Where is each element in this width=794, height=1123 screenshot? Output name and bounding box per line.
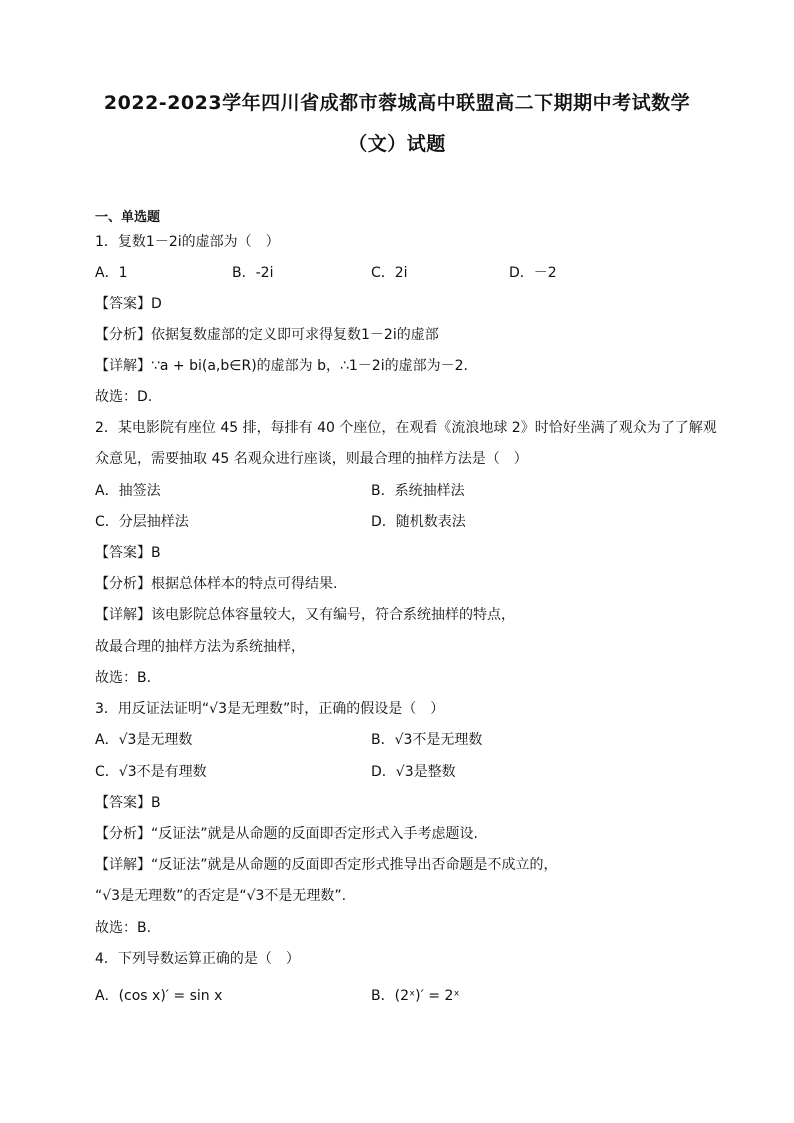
section-heading: 一、单选题 xyxy=(95,210,161,225)
q1-answer: 【答案】D xyxy=(95,296,162,312)
q4-option-a: A．(cos x)′ = sin x xyxy=(95,988,223,1004)
q1-option-a: A．1 xyxy=(95,265,128,281)
q3-detail-line1: 【详解】“反证法”就是从命题的反面即否定形式推导出否命题是不成立的， xyxy=(95,857,558,873)
q2-answer: 【答案】B xyxy=(95,545,161,561)
q1-detail: 【详解】∵a + bi(a,b∈R)的虚部为 b，∴1－2i的虚部为－2. xyxy=(95,358,468,374)
q3-option-d: D．√3是整数 xyxy=(371,764,456,780)
q1-option-d: D．－2 xyxy=(509,265,557,281)
q2-option-b: B．系统抽样法 xyxy=(371,483,465,499)
q3-stem: 3．用反证法证明“√3是无理数”时，正确的假设是（ ） xyxy=(95,701,445,717)
q4-stem: 4．下列导数运算正确的是（ ） xyxy=(95,951,300,967)
q3-analysis: 【分析】“反证法”就是从命题的反面即否定形式入手考虑题设. xyxy=(95,826,478,842)
q3-option-c: C．√3不是有理数 xyxy=(95,764,207,780)
q2-stem-line1: 2．某电影院有座位 45 排，每排有 40 个座位，在观看《流浪地球 2》时恰好坐满了观众为了了解观 xyxy=(95,420,717,436)
q3-option-b: B．√3不是无理数 xyxy=(371,732,483,748)
q1-choice: 故选：D. xyxy=(95,389,153,405)
q2-option-a: A．抽签法 xyxy=(95,483,161,499)
q1-analysis: 【分析】依据复数虚部的定义即可求得复数1－2i的虚部 xyxy=(95,327,439,343)
q1-option-b: B．-2i xyxy=(232,265,274,281)
q4-option-b: B．(2ˣ)′ = 2ˣ xyxy=(371,988,460,1004)
q2-option-d: D．随机数表法 xyxy=(371,514,466,530)
page-title-line2: （文）试题 xyxy=(348,133,446,155)
q2-detail-line1: 【详解】该电影院总体容量较大，又有编号，符合系统抽样的特点， xyxy=(95,607,515,623)
q1-stem: 1．复数1－2i的虚部为（ ） xyxy=(95,234,280,250)
q2-analysis: 【分析】根据总体样本的特点可得结果. xyxy=(95,576,338,592)
q3-detail-line2: “√3是无理数”的否定是“√3不是无理数”. xyxy=(95,888,347,904)
q2-stem-line2: 众意见，需要抽取 45 名观众进行座谈，则最合理的抽样方法是（ ） xyxy=(95,451,528,467)
q3-choice: 故选：B. xyxy=(95,920,152,936)
q1-option-c: C．2i xyxy=(371,265,408,281)
q3-answer: 【答案】B xyxy=(95,795,161,811)
q2-option-c: C．分层抽样法 xyxy=(95,514,189,530)
q2-choice: 故选：B. xyxy=(95,670,152,686)
q2-detail-line2: 故最合理的抽样方法为系统抽样， xyxy=(95,639,305,655)
page-title-line1: 2022-2023学年四川省成都市蓉城高中联盟高二下期期中考试数学 xyxy=(103,92,691,114)
q3-option-a: A．√3是无理数 xyxy=(95,732,193,748)
